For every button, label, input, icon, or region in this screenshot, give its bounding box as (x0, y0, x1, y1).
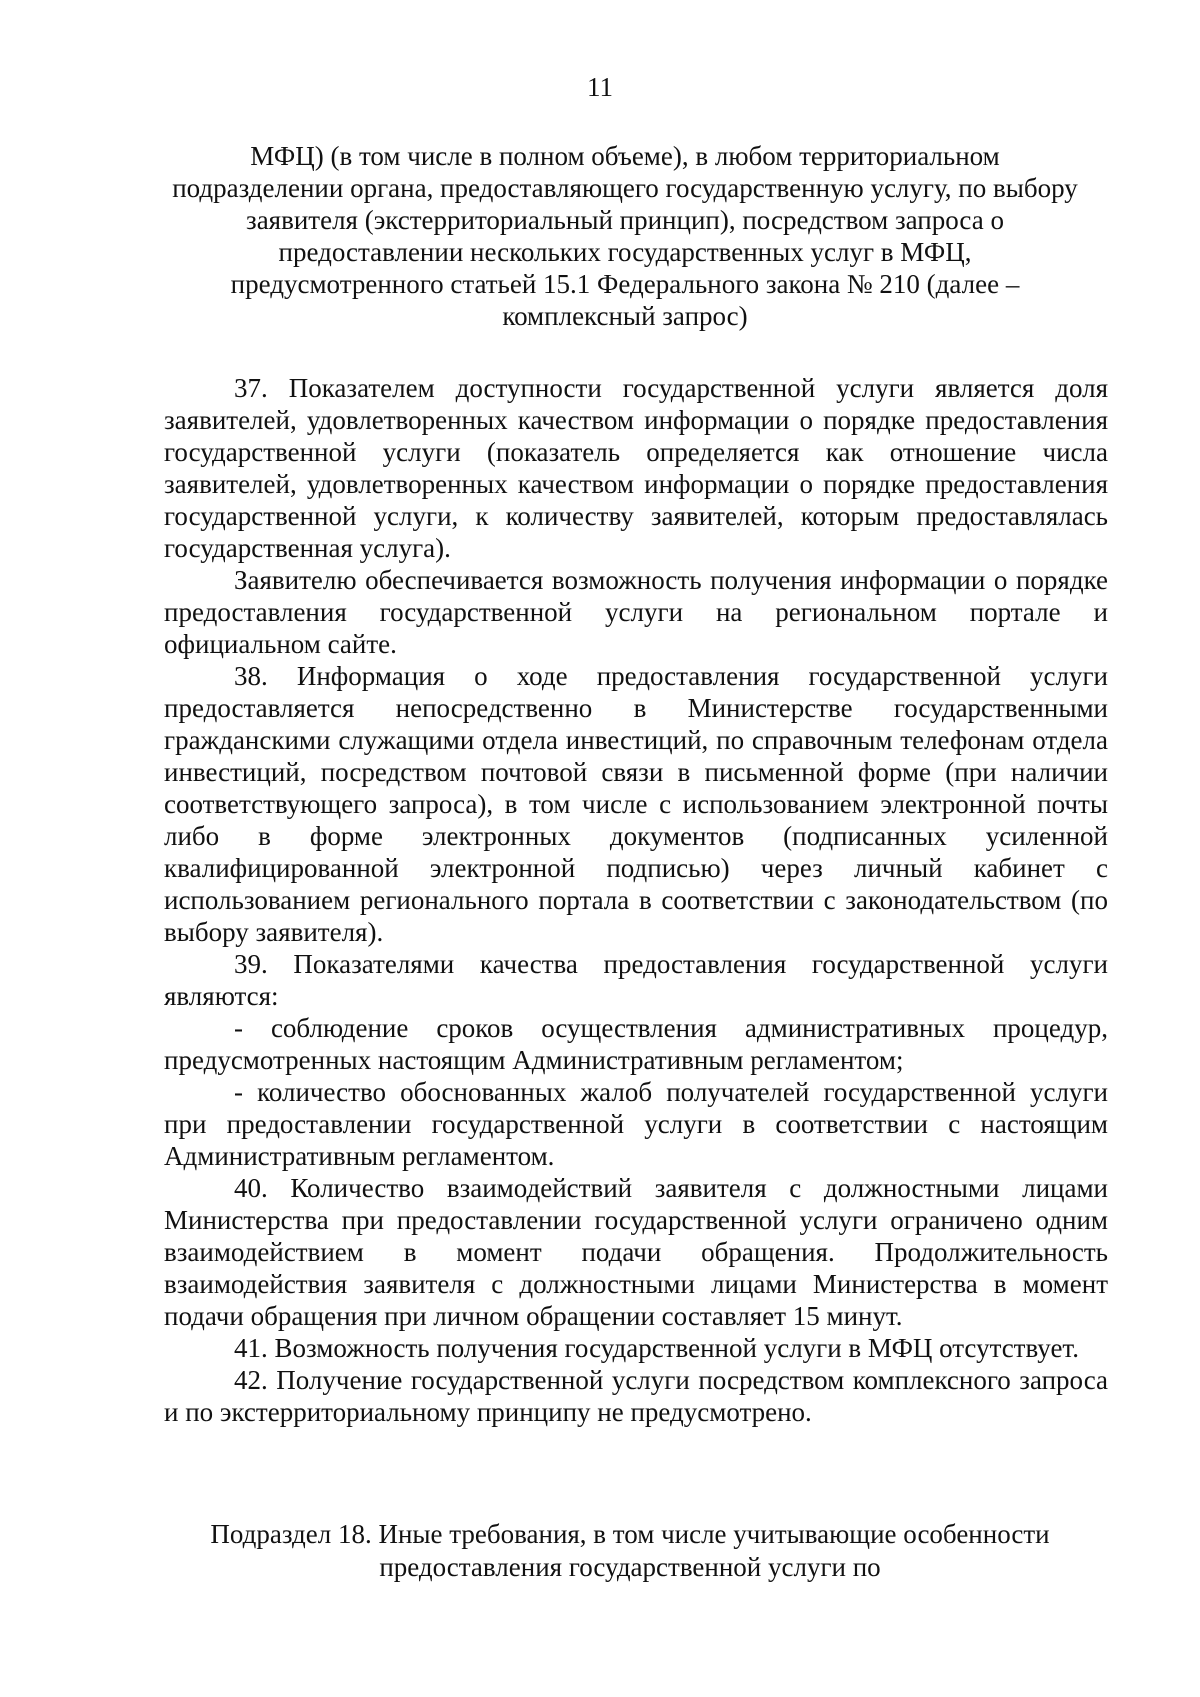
paragraph-40: 40. Количество взаимодействий заявителя с должностными лицами Министерства при предоставлении государственной услуги ограничено одним взаимодействием в момент подачи обращения. Продолжительность взаимодействия заявителя с должностными лицами Министерства в момент подачи обращения при личном обращении составляет 15 минут. (164, 1173, 1108, 1331)
paragraph-39: 39. Показателями качества предоставления государственной услуги являются: (164, 949, 1108, 1011)
continuation-text: МФЦ) (в том числе в полном объеме), в любом территориальном подразделении органа, предоставляющего государственную услугу, по выбору заявителя (экстерриториальный принцип), посредством запроса о предоставлении нескольких государственных услуг в МФЦ, предусмотренного статьей 15.1 Федерального закона № 210 (далее – комплексный запрос) (172, 141, 1078, 331)
paragraph-39-item-2: - количество обоснованных жалоб получателей государственной услуги при предоставлении государственной услуги в соответствии с настоящим Административным регламентом. (164, 1077, 1108, 1171)
paragraph-41: 41. Возможность получения государственной услуги в МФЦ отсутствует. (234, 1333, 1079, 1363)
page-number: 11 (587, 72, 613, 102)
paragraph-39-item-1: - соблюдение сроков осуществления административных процедур, предусмотренных настоящим Административным регламентом; (164, 1013, 1108, 1075)
paragraph-38: 38. Информация о ходе предоставления государственной услуги предоставляется непосредственно в Министерстве государственными гражданскими служащими отдела инвестиций, по справочным телефонам отдела инвестиций, посредством почтовой связи в письменной форме (при наличии соответствующего запроса), в том числе с использованием электронной почты либо в форме электронных документов (подписанных усиленной квалифицированной электронной подписью) через личный кабинет с использованием регионального портала в соответствии с законодательством (по выбору заявителя). (164, 661, 1108, 947)
paragraph-37-info: Заявителю обеспечивается возможность получения информации о порядке предоставления государственной услуги на региональном портале и официальном сайте. (164, 565, 1108, 659)
paragraph-42: 42. Получение государственной услуги посредством комплексного запроса и по экстерриториальному принципу не предусмотрено. (164, 1365, 1108, 1427)
paragraph-37: 37. Показателем доступности государственной услуги является доля заявителей, удовлетворенных качеством информации о порядке предоставления государственной услуги (показатель определяется как отношение числа заявителей, удовлетворенных качеством информации о порядке предоставления государственной услуги, к количеству заявителей, которым предоставлялась государственная услуга). (164, 373, 1108, 563)
subsection-heading: Подраздел 18. Иные требования, в том числе учитывающие особенности предоставления государственной услуги по (210, 1519, 1050, 1582)
document-body (164, 372, 1108, 1428)
